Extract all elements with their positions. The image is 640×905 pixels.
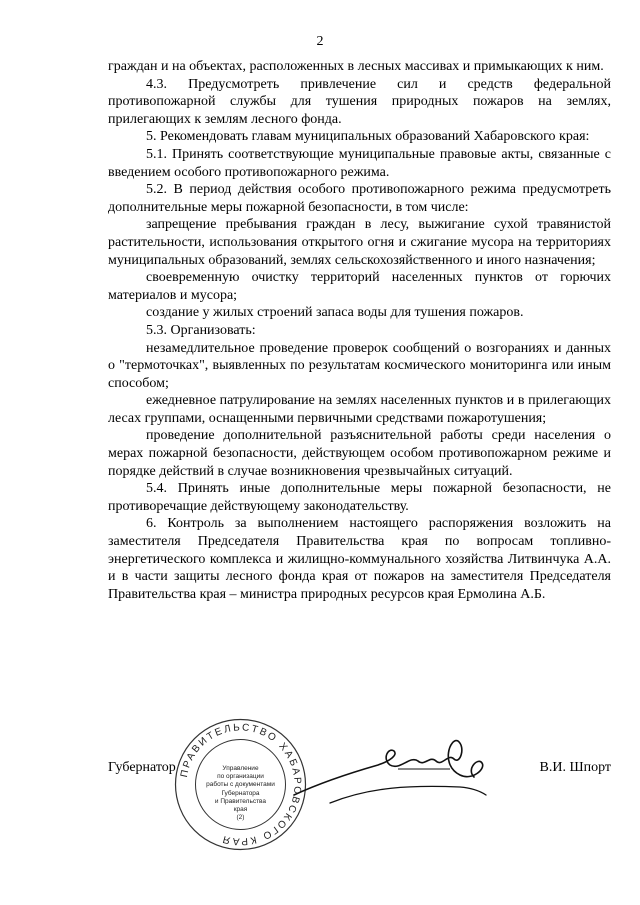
stamp-line: работы с документами [206,781,275,789]
page-number: 2 [316,34,324,49]
paragraph-5-3: 5.3. Организовать: [146,322,256,338]
stamp-ring-text: ПРАВИТЕЛЬСТВО ХАБАРОВСКОГО КРАЯ [178,722,303,847]
stamp-line: по организации [217,773,264,781]
stamp-line: Губернатора [221,789,260,797]
signatory-name: В.И. Шпорт [539,760,611,775]
list-item: своевременную очистку территорий населенных пунктов от горючих материалов и мусора; [108,270,611,303]
paragraph-4-3: 4.3. Предусмотреть привлечение сил и средств федеральной противопожарной службы для тушения природных пожаров на землях, прилегающих к землям лесного фонда. [108,76,611,127]
list-item: создание у жилых строений запаса воды для тушения пожаров. [146,305,524,321]
stamp-line: (2) [236,814,245,822]
paragraph-5: 5. Рекомендовать главам муниципальных образований Хабаровского края: [146,129,590,145]
paragraph-5-1: 5.1. Принять соответствующие муниципальные правовые акты, связанные с введением особого противопожарного режима. [108,146,611,180]
document-body [108,58,611,603]
stamp-line: края [233,806,248,814]
list-item: запрещение пребывания граждан в лесу, выжигание сухой травянистой растительности, использования открытого огня и сжигание мусора на территориях муниципальных образований, землях сельскохозяйственного и иного назначения; [108,217,611,268]
paragraph-6: 6. Контроль за выполнением настоящего распоряжения возложить на заместителя Председателя Правительства края по вопросам топливно-энергетического комплекса и жилищно-коммунального хозяйства Литвинчука А.А. и в части защиты лесного фонда края от пожаров на заместителя Председателя Правительства края – министра природных ресурсов края Ермолина А.Б. [108,516,611,602]
stamp-inner-text [203,765,278,822]
paragraph-5-2: 5.2. В период действия особого противопожарного режима предусмотреть дополнительные меры пожарной безопасности, в том числе: [108,182,611,215]
official-stamp [173,717,308,852]
stamp-line: Управление [222,765,259,772]
paragraph-5-4: 5.4. Принять иные дополнительные меры пожарной безопасности, не противоречащие действующему законодательству. [108,481,611,514]
paragraph-continuation: граждан и на объектах, расположенных в лесных массивах и примыкающих к ним. [108,59,604,74]
list-item: ежедневное патрулирование на землях населенных пунктов и в прилегающих лесах группами, оснащенными первичными средствами пожаротушения; [108,393,611,426]
handwritten-signature [290,725,490,810]
signatory-title: Губернатор [108,760,176,775]
list-item: проведение дополнительной разъяснительной работы среди населения о мерах пожарной безопасности, действующем особом противопожарном режиме и порядке действий в случае возникновения чрезвычайных ситуаций. [108,428,611,479]
stamp-line: и Правительства [214,797,267,805]
list-item: незамедлительное проведение проверок сообщений о возгораниях и данных о "термоточках", выявленных по результатам космического мониторинга или иным способом; [108,340,611,391]
